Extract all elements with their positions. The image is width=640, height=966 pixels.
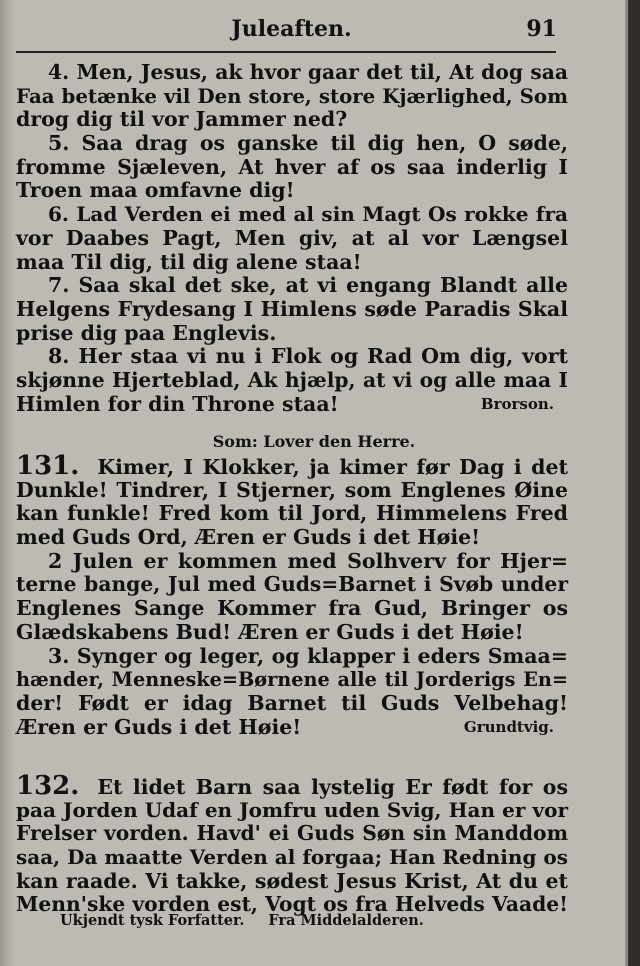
verse-line: skjønne Hjerteblad, Ak hjælp, at vi og alle maa I: [16, 367, 568, 392]
verse-line-last: [16, 393, 568, 417]
verse-line: Glædskabens Bud! Æren er Guds i det Høie!: [16, 619, 524, 644]
verse-line: Englenes Sange Kommer fra Gud, Bringer os: [16, 596, 568, 621]
hymn-131: [16, 451, 568, 739]
hymn-number: 131.: [16, 451, 80, 481]
verse-text: Kimer, I Klokker, ja kimer før Dag i det: [97, 455, 568, 479]
verse-line: Menn'ske vorden est, Vogt os fra Helveds Vaade!: [16, 892, 568, 917]
verse-line: prise dig paa Englevis.: [16, 320, 277, 345]
verse-line: saa, Da maatte Verden al forgaa; Han Redning os: [16, 845, 568, 870]
author-attribution: Brorson.: [480, 394, 554, 413]
author-attribution: Grundtvig.: [463, 717, 554, 736]
verse-line: Troen maa omfavne dig!: [16, 178, 295, 203]
verse-line: kan raade. Vi takke, sødest Jesus Krist, At du et: [16, 868, 568, 893]
verse-line: kan funkle! Fred kom til Jord, Himmelens Fred: [16, 501, 568, 526]
verse-line: 6. Lad Verden ei med al sin Magt Os rokke fra: [48, 202, 568, 227]
verse-line: 7. Saa skal det ske, at vi engang Blandt alle: [48, 273, 568, 298]
verse-text: Et lidet Barn saa lystelig Er født for os: [97, 775, 568, 799]
verse-line: paa Jorden Udaf en Jomfru uden Svig, Han er vor: [16, 797, 568, 822]
verse-line: vor Daabes Pagt, Men giv, at al vor Længsel: [16, 225, 568, 250]
page-number: 91: [526, 16, 557, 42]
hymn-132: [16, 771, 568, 917]
page-title: Juleaften.: [231, 16, 352, 42]
verse-line: 3. Synger og leger, og klapper i eders Smaa=: [48, 643, 568, 668]
verse-line: 4. Men, Jesus, ak hvor gaar det til, At dog saa: [48, 60, 568, 84]
tune-indication: Som: Lover den Herre.: [212, 432, 416, 451]
verse-line: med Guds Ord, Æren er Guds i det Høie!: [16, 525, 481, 550]
verse-line: hænder, Menneske=Børnene alle til Jorderigs En=: [16, 668, 568, 692]
page-gutter: [0, 0, 14, 966]
verse-line: 2 Julen er kommen med Solhverv for Hjer=: [48, 548, 568, 573]
verse-line: terne bange, Jul med Guds=Barnet i Svøb under: [16, 572, 568, 597]
verse-line: Helgens Frydesang I Himlens søde Paradis Skal: [16, 296, 568, 321]
verse-line: 5. Saa drag os ganske til dig hen, O søde,: [48, 131, 568, 156]
source-origin: Fra Middelalderen.: [268, 912, 424, 929]
verse-line: 8. Her staa vi nu i Flok og Rad Om dig, vort: [48, 344, 568, 369]
running-header: [14, 14, 569, 48]
verse-line: der! Født er idag Barnet til Guds Velbehag!: [16, 690, 568, 715]
hymn-number: 132.: [16, 771, 80, 801]
verse-line: maa Til dig, til dig alene staa!: [16, 249, 362, 274]
source-attribution: [60, 912, 560, 929]
verse-line-last: [16, 716, 568, 740]
hymn-first-line: [16, 451, 568, 481]
header-rule: [16, 51, 556, 53]
verse-line: drog dig til vor Jammer ned?: [16, 107, 348, 132]
verse-line: Frelser vorden. Havd' ei Guds Søn sin Manddom: [16, 821, 568, 846]
hymn-continuation: [16, 61, 568, 416]
verse-text: Himlen for din Throne staa!: [16, 391, 339, 416]
source-author: Ukjendt tysk Forfatter.: [60, 912, 245, 929]
hymn-first-line: [16, 771, 568, 801]
verse-line: fromme Sjæleven, At hver af os saa inderlig I: [16, 154, 568, 179]
verse-text: Æren er Guds i det Høie!: [16, 714, 302, 739]
verse-line: Dunkle! Tindrer, I Stjerner, som Englenes Øine: [16, 477, 568, 502]
verse-line: Faa betænke vil Den store, store Kjærlighed, Som: [16, 83, 568, 108]
